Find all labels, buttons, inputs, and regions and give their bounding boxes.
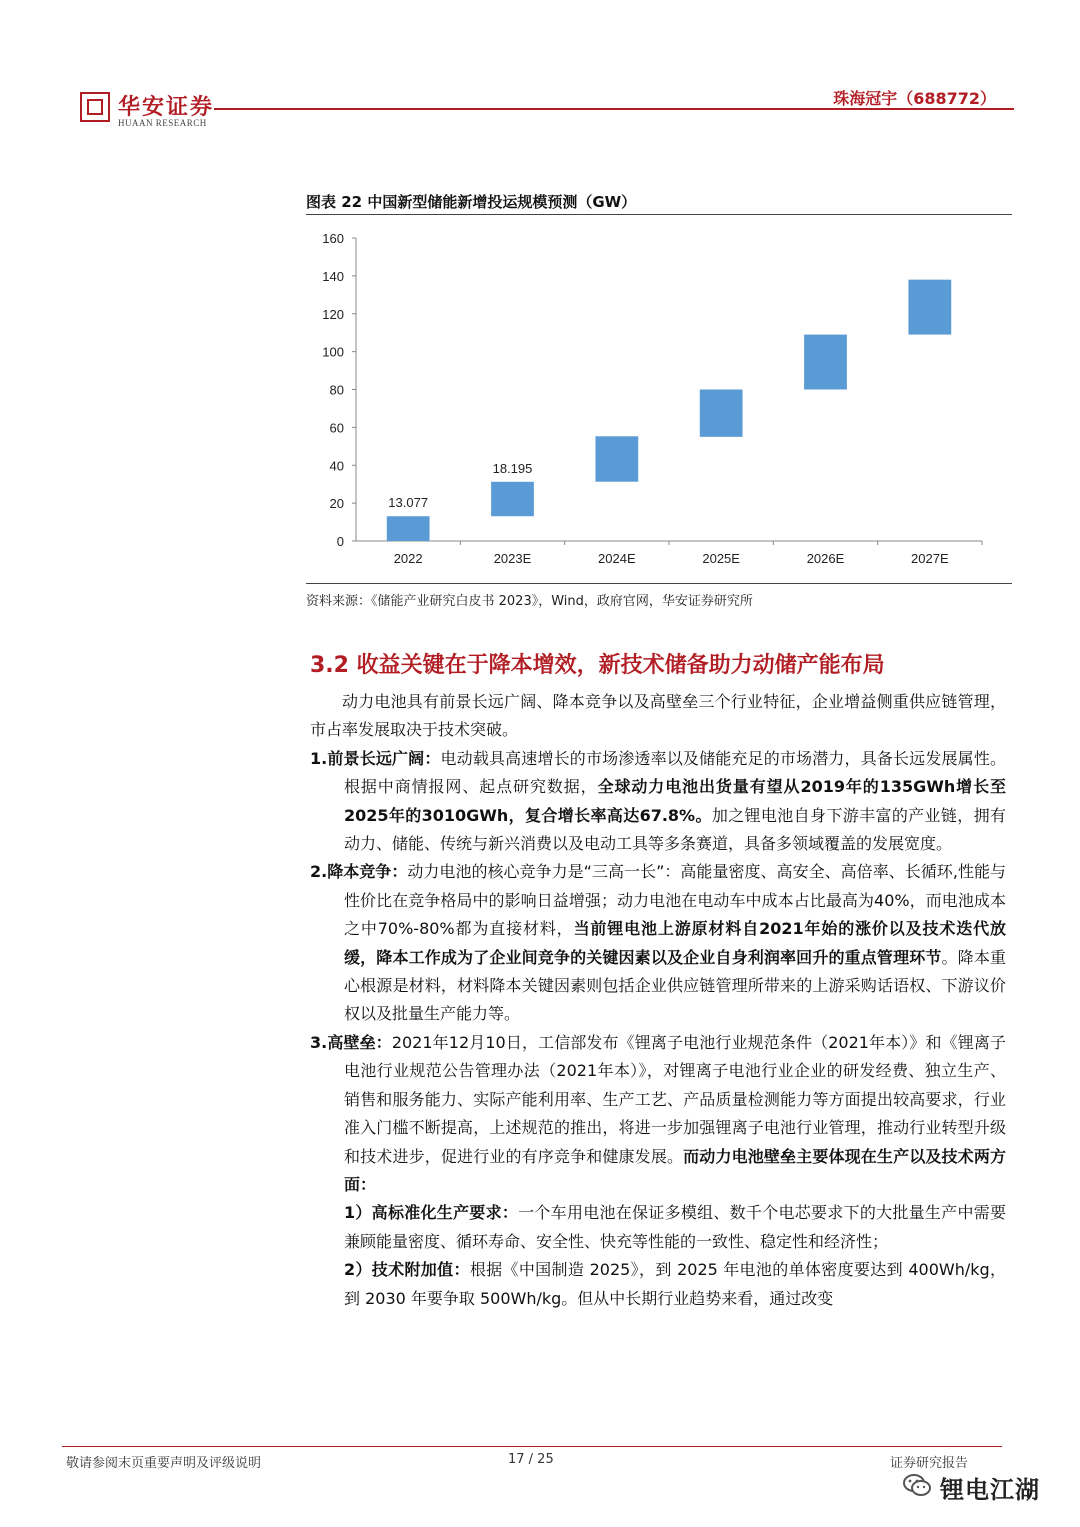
x-tick-label: 2027E xyxy=(911,551,949,566)
figure-source: 资料来源：《储能产业研究白皮书 2023》，Wind，政府官网，华安证券研究所 xyxy=(306,594,753,609)
page-number: 17 / 25 xyxy=(508,1452,554,1467)
wechat-icon xyxy=(902,1472,932,1498)
item3-text-b: 而动力电池壁垒主要体现在生产以及技术两方面： xyxy=(344,1146,1006,1194)
y-tick-label: 160 xyxy=(322,231,344,246)
item1-text-a: 电动载具高速增长的市场渗透率以及储能充足的市场潜力，具备长远发展属性。根据中商情报网、起点研究数据， xyxy=(344,748,1006,797)
bar xyxy=(804,335,847,390)
section-title: 3.2 收益关键在于降本增效，新技术储备助力动储产能布局 xyxy=(310,653,885,678)
logo-subtext: HUAAN RESEARCH xyxy=(118,118,207,128)
sub1-text: 一个车用电池在保证多模组、数千个电芯要求下的大批量生产中需要兼顾能量密度、循环寿命、安全性、快充等性能的一致性、稳定性和经济性； xyxy=(344,1203,1006,1251)
footer-report-type: 证券研究报告 xyxy=(890,1456,969,1471)
x-tick-label: 2026E xyxy=(806,551,845,566)
item1-text-c: 加之锂电池自身下游丰富的产业链，拥有动力、储能、传统与新兴消费以及电动工具等多条赛道，具备多领域覆盖的发展宽度。 xyxy=(344,805,1006,854)
figure-title: 图表 22 中国新型储能新增投运规模预测（GW） xyxy=(306,193,637,211)
item1-text-b: 全球动力电池出货量有望从2019年的135GWh增长至2025年的3010GWh，复合增长率高达67.8%。 xyxy=(344,777,1006,825)
y-tick-label: 60 xyxy=(329,420,344,436)
logo-seal-icon xyxy=(80,92,110,122)
y-tick-label: 40 xyxy=(329,458,344,474)
item1-label: 1.前景长远广阔： xyxy=(310,748,441,768)
section-body xyxy=(310,688,1006,1313)
bar xyxy=(387,516,430,541)
y-tick-label: 100 xyxy=(322,344,344,360)
sub-item-2 xyxy=(310,1256,1006,1313)
intro-paragraph: 动力电池具有前景长远广阔、降本竞争以及高壁垒三个行业特征，企业增益侧重供应链管理，市占率发展取决于技术突破。 xyxy=(310,692,1006,740)
item2-label: 2.降本竞争： xyxy=(310,862,408,882)
footer-rule xyxy=(62,1446,1002,1447)
list-item-2 xyxy=(310,858,1006,1028)
item3-label: 3.高壁垒： xyxy=(310,1032,392,1052)
y-tick-label: 80 xyxy=(329,382,344,398)
bar xyxy=(908,280,951,335)
item2-text-a: 动力电池的核心竞争力是“三高一长”：高能量密度、高安全、高倍率、长循环,性能与性价比在竞争格局中的影响日益增强；动力电池在电动车中成本占比最高为40%，而电池成本之中70%-80%都为直接材料， xyxy=(344,862,1006,939)
data-label: 13.077 xyxy=(388,495,429,511)
bar-chart xyxy=(306,220,1012,580)
sub2-label: 2）技术附加值： xyxy=(344,1260,470,1280)
sub-item-1 xyxy=(310,1199,1006,1256)
y-tick-label: 0 xyxy=(336,534,344,549)
y-tick-label: 120 xyxy=(322,306,344,322)
list-item-3 xyxy=(310,1029,1006,1199)
x-tick-label: 2023E xyxy=(493,551,532,566)
data-label: 18.195 xyxy=(492,460,533,476)
x-tick-label: 2024E xyxy=(598,551,636,566)
bar xyxy=(595,436,638,481)
sub1-label: 1）高标准化生产要求： xyxy=(344,1203,519,1223)
bar xyxy=(491,482,534,516)
company-title: 珠海冠宇（688772） xyxy=(833,89,996,108)
logo-text: 华安证券 xyxy=(118,95,215,120)
item2-text-c: 。降本重心根源是材料，材料降本关键因素则包括企业供应链管理所带来的上游采购话语权、下游议价权以及批量生产能力等。 xyxy=(344,947,1006,1024)
item2-text-b: 当前锂电池上游原材料自2021年始的涨价以及技术迭代放缓，降本工作成为了企业间竞争的关键因素以及企业自身利润率回升的重点管理环节 xyxy=(344,919,1006,967)
footer-disclaimer: 敬请参阅末页重要声明及评级说明 xyxy=(66,1456,262,1471)
figure-rule-bottom xyxy=(306,583,1012,584)
sub2-text: 根据《中国制造 2025》，到 2025 年电池的单体密度要达到 400Wh/kg，到 2030 年要争取 500Wh/kg。但从中长期行业趋势来看，通过改变 xyxy=(344,1260,1006,1308)
figure-rule-top xyxy=(306,214,1012,215)
item3-text-a: 2021年12月10日，工信部发布《锂离子电池行业规范条件（2021年本）》和《锂离子电池行业规范公告管理办法（2021年本）》，对锂离子电池行业企业的研发经费、独立生产、销售和服务能力、实际产能利用率、生产工艺、产品质量检测能力等方面提出较高要求，行业准入门槛不断提高，上述规范的推出，将进一步加强锂离子电池行业管理，推动行业转型升级和技术进步，促进行业的有序竞争和健康发展。 xyxy=(344,1032,1006,1166)
bar xyxy=(700,390,743,437)
watermark-text: 锂电江湖 xyxy=(940,1476,1040,1504)
x-tick-label: 2022 xyxy=(393,551,423,566)
x-tick-label: 2025E xyxy=(702,551,740,566)
y-tick-label: 140 xyxy=(322,268,344,284)
y-tick-label: 20 xyxy=(329,496,344,512)
list-item-1 xyxy=(310,745,1006,859)
watermark xyxy=(900,1466,1050,1510)
